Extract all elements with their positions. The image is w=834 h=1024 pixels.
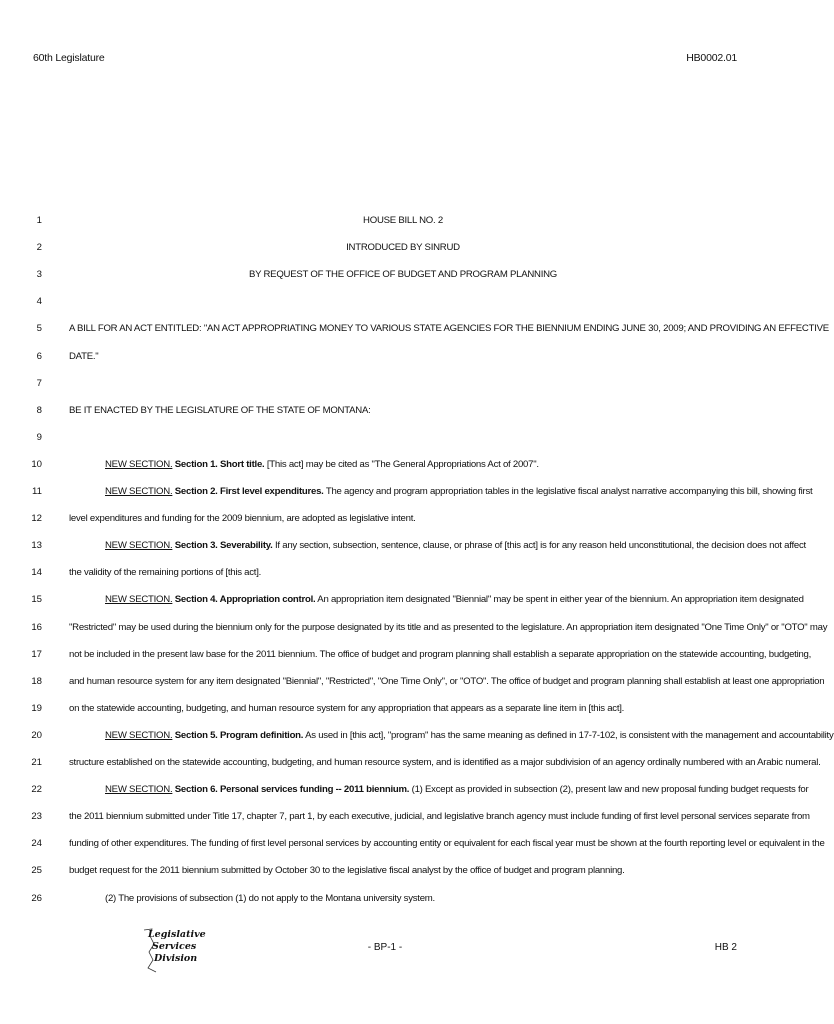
body-line: budget request for the 2011 biennium submitted by October 30 to the legislative fiscal analyst by the office of budget and program planning. bbox=[69, 865, 625, 877]
new-section-label: NEW SECTION. bbox=[105, 486, 173, 497]
bill-line bbox=[0, 268, 770, 282]
section-title: Section 6. Personal services funding -- 2011 biennium. bbox=[174, 784, 410, 796]
line-number: 26 bbox=[31, 892, 42, 904]
line-number: 1 bbox=[36, 215, 42, 226]
bill-line bbox=[0, 648, 812, 662]
logo-line-1: Legislative bbox=[148, 929, 206, 940]
bill-line bbox=[0, 783, 809, 797]
bill-line bbox=[0, 810, 810, 824]
heading-line: HOUSE BILL NO. 2 bbox=[363, 215, 443, 226]
body-line: the 2011 biennium submitted under Title 17, chapter 7, part 1, by each executive, judicial, and legislative branch agency must include funding of first level personal services separate from bbox=[69, 811, 810, 823]
bill-line bbox=[0, 702, 770, 716]
section-line bbox=[105, 485, 813, 499]
line-number: 24 bbox=[31, 838, 42, 850]
logo-line-2: Services bbox=[152, 941, 197, 952]
line-number: 4 bbox=[36, 296, 42, 308]
bill-line bbox=[0, 837, 825, 851]
line-number: 16 bbox=[31, 621, 42, 633]
line-number: 13 bbox=[31, 540, 42, 552]
line-number: 23 bbox=[31, 811, 42, 823]
bill-code: HB0002.01 bbox=[686, 52, 737, 64]
section-text: The agency and program appropriation tables in the legislative fiscal analyst narrative accompanying this bill, showing first bbox=[323, 486, 813, 497]
new-section-label: NEW SECTION. bbox=[105, 458, 173, 470]
body-line: funding of other expenditures. The funding of first level personal services by accounting entity or equivalent for each fiscal year must be shown at the fourth reporting level or equivalent in the bbox=[69, 838, 825, 850]
section-text: An appropriation item designated "Biennial" may be spent in either year of the biennium. An appropriation item designated bbox=[315, 594, 804, 606]
section-line bbox=[105, 783, 809, 797]
line-number: 18 bbox=[31, 675, 42, 687]
section-text: If any section, subsection, sentence, clause, or phrase of [this act] is for any reason held unconstitutional, the decision does not affect bbox=[272, 540, 806, 552]
heading-line: INTRODUCED BY SINRUD bbox=[346, 242, 460, 254]
line-number: 19 bbox=[31, 702, 42, 714]
subsection-line: (2) The provisions of subsection (1) do not apply to the Montana university system. bbox=[105, 892, 435, 904]
section-line bbox=[105, 539, 806, 553]
bill-line bbox=[0, 350, 770, 364]
body-line: structure established on the statewide accounting, budgeting, and human resource system, and is identified as a major subdivision of an agency ordinally numbered with an Arabic numeral. bbox=[69, 757, 821, 768]
section-line bbox=[105, 458, 737, 472]
line-number: 3 bbox=[36, 269, 42, 281]
bill-line bbox=[0, 892, 770, 906]
line-number: 22 bbox=[31, 784, 42, 796]
bill-line bbox=[0, 621, 828, 635]
line-number: 9 bbox=[36, 431, 42, 443]
bill-line bbox=[0, 756, 821, 770]
new-section-label: NEW SECTION. bbox=[105, 594, 173, 606]
bill-line bbox=[0, 485, 813, 499]
line-number: 20 bbox=[31, 729, 42, 741]
line-number: 10 bbox=[31, 458, 42, 470]
line-number: 8 bbox=[36, 404, 42, 416]
bill-line bbox=[0, 864, 770, 878]
heading-line: BY REQUEST OF THE OFFICE OF BUDGET AND PROGRAM PLANNING bbox=[248, 269, 558, 281]
bill-line bbox=[0, 566, 770, 580]
section-title: Section 2. First level expenditures. bbox=[174, 486, 324, 497]
section-title: Section 4. Appropriation control. bbox=[174, 594, 316, 606]
section-title: Section 3. Severability. bbox=[174, 540, 273, 552]
bill-line bbox=[0, 675, 825, 689]
line-number: 17 bbox=[31, 648, 42, 660]
body-line: "Restricted" may be used during the biennium only for the purpose designated by its title and as presented to the legislature. An appropriation item designated "One Time Only" or "OTO" may bbox=[69, 621, 828, 633]
body-line: the validity of the remaining portions of [this act]. bbox=[69, 567, 262, 579]
line-number: 15 bbox=[31, 594, 42, 606]
body-line: level expenditures and funding for the 2009 biennium, are adopted as legislative intent. bbox=[69, 513, 416, 525]
legislature-label: 60th Legislature bbox=[33, 52, 105, 64]
section-text: As used in [this act], "program" has the same meaning as defined in 17-7-102, is consistent with the management and accountability bbox=[303, 729, 834, 741]
line-number: 12 bbox=[31, 513, 42, 525]
new-section-label: NEW SECTION. bbox=[105, 784, 173, 796]
bill-line bbox=[0, 377, 770, 391]
bill-id: HB 2 bbox=[714, 942, 737, 953]
body-line: and human resource system for any item designated "Biennial", "Restricted", "One Time Only", or "OTO". The office of budget and program planning shall establish at least one appropriation bbox=[69, 675, 825, 687]
bill-line bbox=[0, 431, 770, 445]
line-number: 7 bbox=[36, 377, 42, 389]
new-section-label: NEW SECTION. bbox=[105, 729, 173, 741]
line-number: 11 bbox=[32, 486, 42, 497]
bill-line bbox=[0, 593, 804, 607]
line-number: 6 bbox=[36, 350, 42, 362]
section-text: (1) Except as provided in subsection (2), present law and new proposal funding budget requests for bbox=[409, 784, 809, 796]
bill-line bbox=[0, 458, 770, 472]
line-number: 14 bbox=[31, 567, 42, 579]
bill-line bbox=[0, 729, 834, 743]
new-section-label: NEW SECTION. bbox=[105, 540, 173, 552]
section-title: Section 1. Short title. bbox=[174, 458, 265, 470]
bill-line bbox=[0, 512, 770, 526]
bill-line bbox=[0, 295, 770, 309]
line-number: 5 bbox=[36, 323, 42, 335]
bill-line bbox=[0, 214, 770, 228]
body-line: on the statewide accounting, budgeting, and human resource system for any appropriation that appears as a separate line item in [this act]. bbox=[69, 702, 625, 714]
line-number: 25 bbox=[31, 865, 42, 877]
section-text: [This act] may be cited as "The General Appropriations Act of 2007". bbox=[264, 458, 539, 470]
body-line: BE IT ENACTED BY THE LEGISLATURE OF THE STATE OF MONTANA: bbox=[69, 404, 371, 416]
bill-line bbox=[0, 241, 770, 255]
line-number: 2 bbox=[36, 242, 42, 254]
line-number: 21 bbox=[31, 757, 42, 768]
bill-line bbox=[0, 322, 829, 336]
logo-line-3: Division bbox=[154, 953, 198, 964]
section-title: Section 5. Program definition. bbox=[174, 729, 304, 741]
body-line: DATE." bbox=[69, 350, 99, 362]
bill-line bbox=[0, 539, 806, 553]
section-line bbox=[105, 593, 804, 607]
body-line: not be included in the present law base for the 2011 biennium. The office of budget and program planning shall establish a separate appropriation on the statewide accounting, budgeting, bbox=[69, 648, 812, 660]
page-number: - BP-1 - bbox=[367, 942, 403, 953]
section-line bbox=[105, 729, 834, 743]
bill-line bbox=[0, 404, 770, 418]
body-line: A BILL FOR AN ACT ENTITLED: "AN ACT APPROPRIATING MONEY TO VARIOUS STATE AGENCIES FOR THE BIENNIUM ENDING JUNE 30, 2009; AND PROVIDING AN EFFECTIVE bbox=[69, 323, 829, 335]
